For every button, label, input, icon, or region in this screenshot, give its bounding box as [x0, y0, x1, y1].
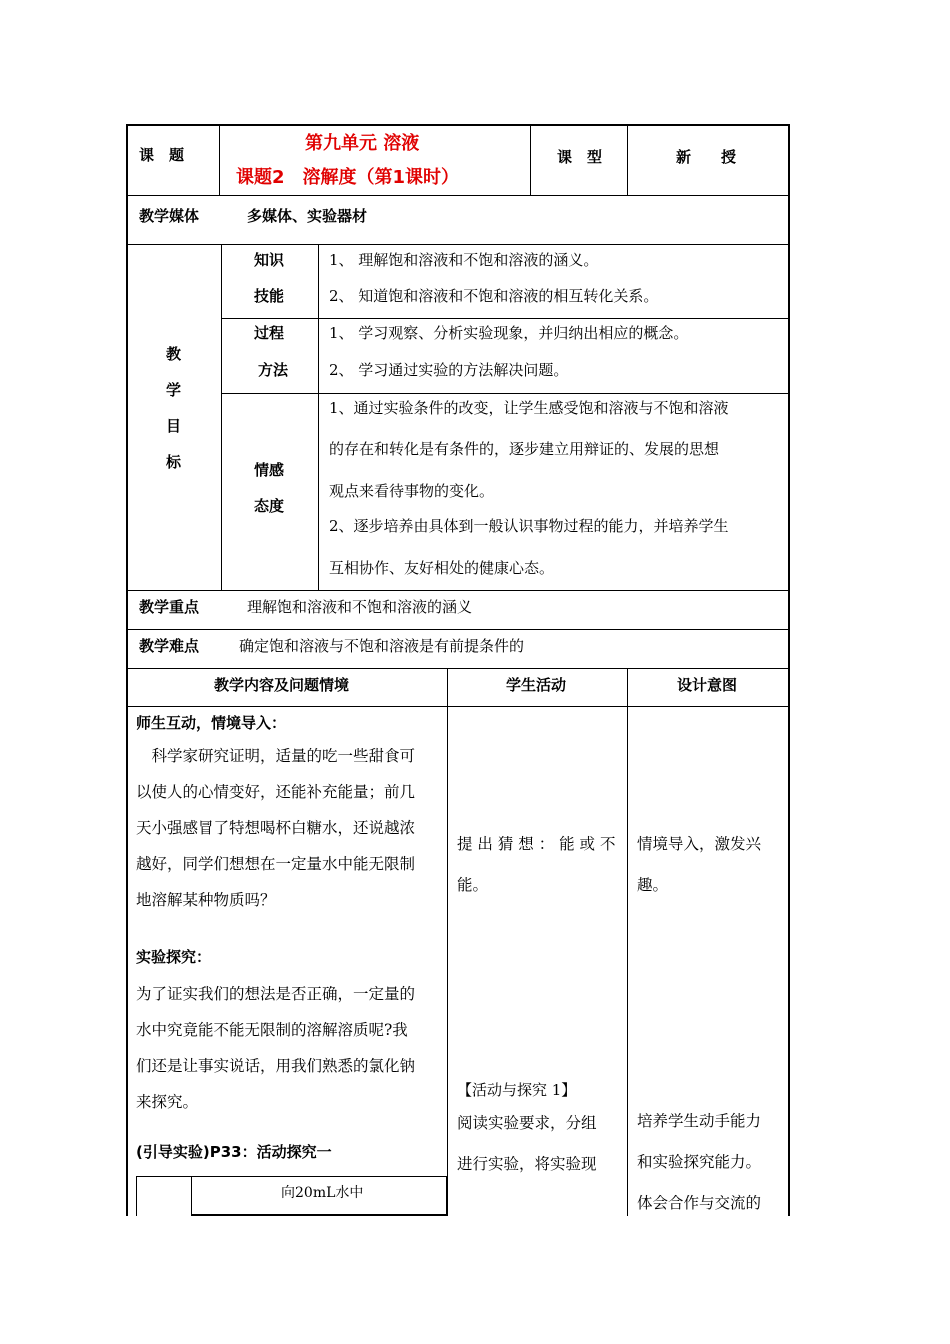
intent-guess: [637, 824, 787, 906]
emotion-line: 的存在和转化是有条件的，逐步建立用辩证的、发展的思想: [329, 440, 720, 458]
intro-line: 以使人的心情变好，还能补充能量；前几: [136, 783, 416, 801]
lesson-title: 课题2 溶解度（第1课时）: [236, 167, 460, 188]
process-item: 1、 学习观察、分析实验现象，并归纳出相应的概念。: [329, 324, 689, 342]
knowledge-item: 2、 知道饱和溶液和不饱和溶液的相互转化关系。: [329, 287, 659, 305]
explore-paragraph: [136, 976, 415, 1120]
emotion-line: 观点来看待事物的变化。: [329, 482, 495, 500]
media-value: 多媒体、实验器材: [247, 207, 368, 225]
explore-line: 们还是让事实说话，用我们熟悉的氯化钠: [136, 1057, 416, 1075]
explore-line: 为了证实我们的想法是否正确，一定量的: [136, 985, 416, 1003]
student-guess-line: 能。: [457, 876, 489, 894]
emotion-line: 2、逐步培养由具体到一般认识事物过程的能力，并培养学生: [329, 517, 729, 535]
emotion-line: 1、通过实验条件的改变，让学生感受饱和溶液与不饱和溶液: [329, 399, 729, 417]
student-guess: [457, 824, 623, 906]
difficulty-label: 教学难点: [139, 637, 200, 655]
student-guess-line: 提 出 猜 想 ： 能 或 不: [457, 835, 616, 853]
intent-activity-line: 培养学生动手能力: [637, 1112, 762, 1130]
difficulty-value: 确定饱和溶液与不饱和溶液是有前提条件的: [239, 637, 525, 655]
goals-label-char: 标: [166, 453, 182, 471]
process-item: 2、 学习通过实验的方法解决问题。: [329, 361, 569, 379]
inner-table-cell: 向20mL水中: [281, 1185, 364, 1201]
goals-label-char: 目: [166, 417, 182, 435]
process-label: 方法: [258, 361, 289, 379]
unit-title: 第九单元 溶液: [305, 133, 420, 154]
activity-title: 【活动与探究 1】: [457, 1081, 577, 1099]
student-activity-line: 进行实验，将实验现: [457, 1155, 597, 1173]
intent-guess-line: 情境导入，激发兴: [637, 835, 762, 853]
knowledge-label: 知识: [254, 251, 285, 269]
intro-line: 越好，同学们想想在一定量水中能无限制: [136, 855, 416, 873]
explore-line: 水中究竟能不能无限制的溶解溶质呢?我: [136, 1021, 408, 1039]
intro-line: 地溶解某种物质吗？: [136, 891, 276, 909]
intro-paragraph: [136, 738, 415, 918]
media-label: 教学媒体: [139, 207, 200, 225]
intent-activity-line: 和实验探究能力。: [637, 1153, 762, 1171]
key-point-value: 理解饱和溶液和不饱和溶液的涵义: [247, 598, 473, 616]
key-point-label: 教学重点: [139, 598, 200, 616]
intent-guess-line: 趣。: [637, 876, 669, 894]
section-heading: (引导实验)P33：活动探究一: [136, 1143, 332, 1161]
knowledge-label: 技能: [254, 287, 285, 305]
knowledge-item: 1、 理解饱和溶液和不饱和溶液的涵义。: [329, 251, 599, 269]
intent-activity: [637, 1101, 787, 1224]
emotion-line: 互相协作、友好相处的健康心态。: [329, 559, 555, 577]
column-header-student: 学生活动: [506, 676, 567, 694]
intent-activity-line: 体会合作与交流的: [637, 1194, 762, 1212]
section-heading: 师生互动，情境导入：: [136, 714, 287, 732]
intro-line: 科学家研究证明，适量的吃一些甜食可: [136, 747, 416, 765]
column-header-content: 教学内容及问题情境: [214, 676, 350, 694]
goals-label-char: 学: [166, 381, 182, 399]
type-value: 新 授: [676, 148, 737, 166]
goals-label-char: 教: [166, 345, 182, 363]
process-label: 过程: [254, 324, 285, 342]
explore-line: 来探究。: [136, 1093, 199, 1111]
section-heading: 实验探究：: [136, 948, 212, 966]
student-activity-line: 阅读实验要求，分组: [457, 1114, 597, 1132]
emotion-label: 情感: [254, 461, 285, 479]
intro-line: 天小强感冒了特想喝杯白糖水，还说越浓: [136, 819, 416, 837]
student-activity: [457, 1103, 623, 1185]
type-label: 课 型: [557, 148, 603, 166]
topic-label: 课 题: [139, 146, 185, 164]
column-header-intent: 设计意图: [677, 676, 738, 694]
emotion-label: 态度: [254, 497, 285, 515]
